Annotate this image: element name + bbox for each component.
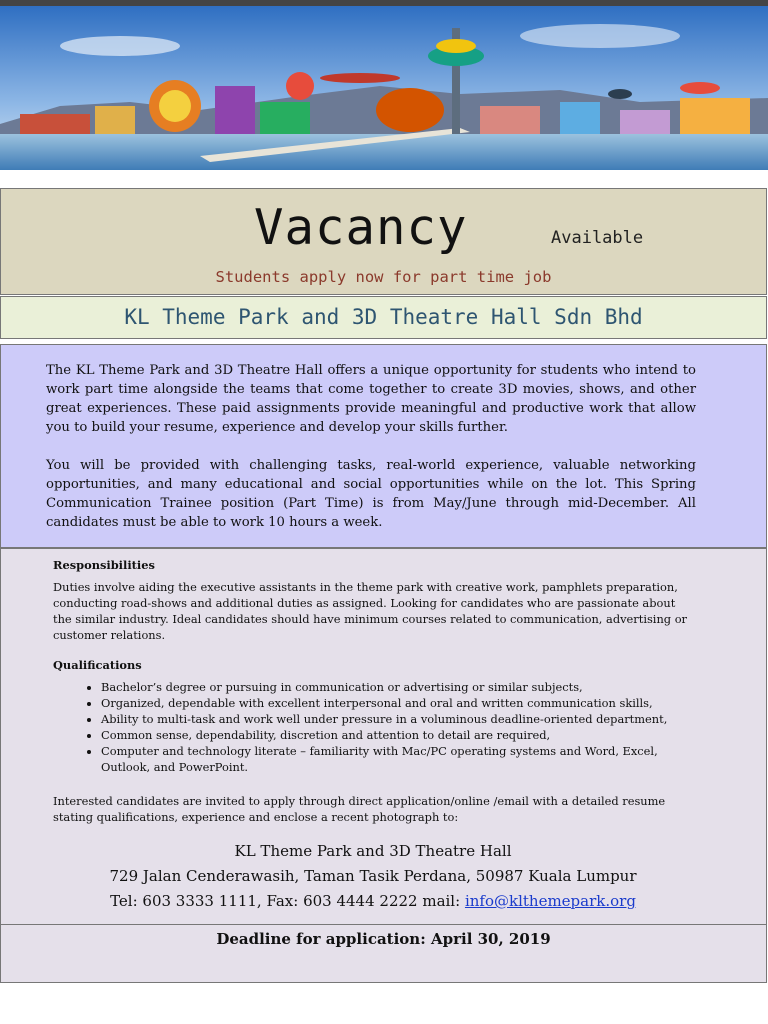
list-item: • Common sense, dependability, discretion and attention to detail are required, (101, 727, 693, 743)
qualifications-list (53, 679, 693, 775)
responsibilities-text: Duties involve aiding the executive assistants in the theme park with creative work, pamphlets preparation, conducting road-shows and additional duties as assigned. Looking for candidates who are passionate about the similar industry. Ideal candidates should have minimum courses related to communication, advertising or customer relations. (53, 580, 687, 642)
vacancy-heading: Vacancy (254, 199, 468, 256)
vacancy-title-section (0, 188, 767, 295)
company-section (0, 296, 767, 339)
list-item: • Ability to multi-task and work well under pressure in a voluminous deadline-oriented department, (101, 711, 693, 727)
list-item: • Organized, dependable with excellent interpersonal and oral and written communication skills, (101, 695, 693, 711)
theme-park-banner-image (0, 6, 768, 170)
email-link[interactable]: info@klthemepark.org (464, 892, 636, 910)
intro-paragraph-1: The KL Theme Park and 3D Theatre Hall offers a unique opportunity for students who intend to work part time alongside the teams that come together to create 3D movies, shows, and other great experiences. These paid assignments provide meaningful and productive work that allow you to build your resume, experience and develop your skills further. (46, 363, 696, 435)
contact-name: KL Theme Park and 3D Theatre Hall (234, 842, 512, 860)
contact-phone-fax: Tel: 603 3333 1111, Fax: 603 4444 2222 mail: (110, 892, 461, 910)
contact-address: 729 Jalan Cenderawasih, Taman Tasik Perdana, 50987 Kuala Lumpur (109, 867, 637, 885)
intro-paragraph-2: You will be provided with challenging tasks, real-world experience, valuable networking opportunities, and many educational and social opportunities while on the lot. This Spring Communication Trainee position (Part Time) is from May/June through mid-December. All candidates must be able to work 10 hours a week. (46, 458, 696, 530)
details-section (0, 548, 767, 983)
list-item: • Bachelor’s degree or pursuing in communication or advertising or similar subjects, (101, 679, 693, 695)
deadline-text: Deadline for application: April 30, 2019 (216, 930, 551, 948)
list-item: • Computer and technology literate – familiarity with Mac/PC operating systems and Word, Excel, Outlook, and PowerPoint. (101, 743, 693, 775)
tagline: Students apply now for part time job (215, 268, 552, 286)
divider (1, 924, 766, 925)
qualifications-heading: Qualifications (53, 658, 142, 672)
contact-block (53, 839, 693, 914)
apply-instructions: Interested candidates are invited to apply through direct application/online /email with a detailed resume stating qualifications, experience and enclose a recent photograph to: (53, 794, 666, 824)
contact-phone-line (53, 889, 693, 914)
responsibilities-heading: Responsibilities (53, 558, 155, 572)
intro-section (0, 344, 767, 548)
company-name: KL Theme Park and 3D Theatre Hall Sdn Bhd (124, 305, 643, 329)
available-label: Available (551, 228, 644, 248)
